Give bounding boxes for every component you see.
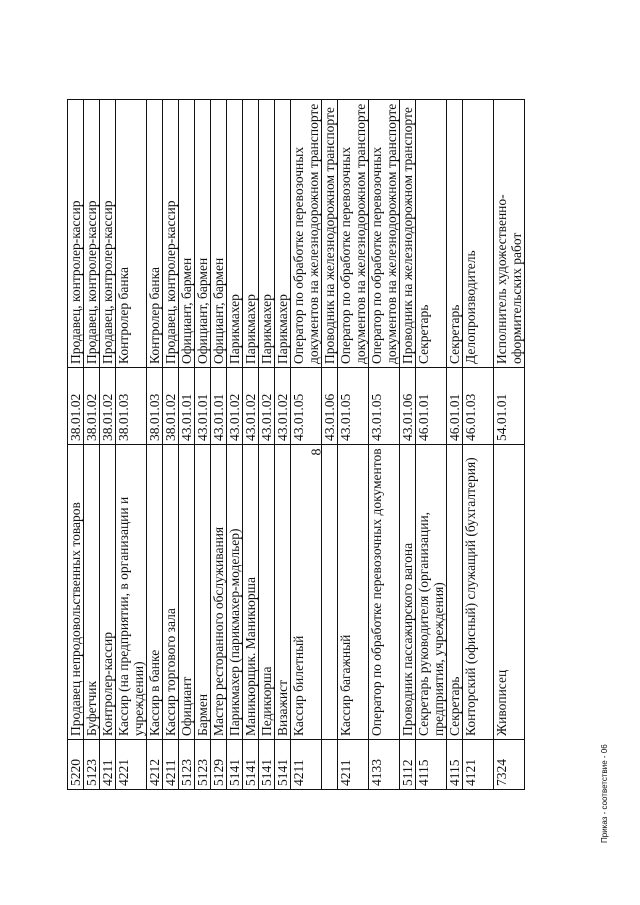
cell-specialty-code: 43.01.06 [322, 368, 338, 445]
cell-okpdtr-code: 5123 [195, 740, 211, 790]
cell-qualification: Продавец, контролер-кассир [84, 100, 100, 368]
cell-specialty-code: 43.01.06 [400, 368, 416, 445]
cell-profession-name: Мастер ресторанного обслуживания [211, 445, 227, 740]
cell-specialty-code: 46.01.03 [463, 368, 494, 445]
cell-specialty-code: 38.01.02 [68, 368, 84, 445]
table-row [259, 100, 275, 790]
cell-specialty-code: 43.01.02 [227, 368, 243, 445]
table-row [291, 100, 322, 790]
table-row [243, 100, 259, 790]
cell-specialty-code: 43.01.01 [179, 368, 195, 445]
cell-profession-name: Официант [179, 445, 195, 740]
table-body [68, 100, 525, 790]
cell-okpdtr-code: 4115 [447, 740, 463, 790]
cell-specialty-code: 38.01.02 [163, 368, 179, 445]
cell-profession-name: Буфетчик [84, 445, 100, 740]
cell-qualification: Официант, бармен [179, 100, 195, 368]
table-row [100, 100, 116, 790]
cell-okpdtr-code [322, 740, 338, 790]
rotated-page-content [67, 100, 572, 790]
cell-okpdtr-code: 4211 [163, 740, 179, 790]
cell-profession-name: Конторский (офисный) служащий (бухгалтерия) [463, 445, 494, 740]
cell-qualification: Парикмахер [259, 100, 275, 368]
cell-okpdtr-code: 5141 [227, 740, 243, 790]
cell-specialty-code: 43.01.02 [259, 368, 275, 445]
cell-qualification: Контролер банка [147, 100, 163, 368]
table-row [116, 100, 147, 790]
cell-qualification: Оператор по обработке перевозочных документов на железнодорожном транспорте [338, 100, 369, 368]
cell-profession-name: Парикмахер (парикмахер-модельер) [227, 445, 243, 740]
table-row [494, 100, 525, 790]
cell-specialty-code: 46.01.01 [447, 368, 463, 445]
table-row [179, 100, 195, 790]
cell-qualification: Секретарь [447, 100, 463, 368]
table-row [163, 100, 179, 790]
cell-profession-name: Оператор по обработке перевозочных документов [369, 445, 400, 740]
cell-profession-name: Маникюрщик. Маникюрша [243, 445, 259, 740]
table-row [195, 100, 211, 790]
cell-specialty-code: 38.01.03 [147, 368, 163, 445]
cell-profession-name: Кассир торгового зала [163, 445, 179, 740]
cell-specialty-code: 43.01.01 [195, 368, 211, 445]
cell-profession-name: Контролер-кассир [100, 445, 116, 740]
cell-okpdtr-code: 5141 [243, 740, 259, 790]
cell-profession-name: Проводник пассажирского вагона [400, 445, 416, 740]
cell-qualification: Контролер банка [116, 100, 147, 368]
cell-qualification: Проводник на железнодорожном транспорте [400, 100, 416, 368]
cell-qualification: Оператор по обработке перевозочных документов на железнодорожном транспорте [369, 100, 400, 368]
table-row [227, 100, 243, 790]
cell-okpdtr-code: 5220 [68, 740, 84, 790]
cell-okpdtr-code: 5123 [179, 740, 195, 790]
cell-specialty-code: 43.01.05 [338, 368, 369, 445]
cell-okpdtr-code: 5141 [275, 740, 291, 790]
cell-profession-name: Педикюрша [259, 445, 275, 740]
table-row [275, 100, 291, 790]
cell-okpdtr-code: 4212 [147, 740, 163, 790]
table-row [338, 100, 369, 790]
table-row [447, 100, 463, 790]
cell-specialty-code: 38.01.02 [100, 368, 116, 445]
cell-okpdtr-code: 4211 [100, 740, 116, 790]
cell-qualification: Парикмахер [275, 100, 291, 368]
cell-okpdtr-code: 4211 [291, 740, 322, 790]
cell-qualification: Официант, бармен [195, 100, 211, 368]
cell-profession-name: Кассир билетный [291, 445, 322, 740]
cell-okpdtr-code: 5112 [400, 740, 416, 790]
table-row [369, 100, 400, 790]
cell-okpdtr-code: 4211 [338, 740, 369, 790]
cell-profession-name: Секретарь руководителя (организации, предприятия, учреждения) [416, 445, 447, 740]
cell-okpdtr-code: 7324 [494, 740, 525, 790]
cell-specialty-code: 43.01.02 [243, 368, 259, 445]
cell-qualification: Секретарь [416, 100, 447, 368]
page-number: 8 [309, 448, 325, 456]
cell-qualification: Исполнитель художественно-оформительских работ [494, 100, 525, 368]
cell-profession-name: Продавец непродовольственных товаров [68, 445, 84, 740]
table-row [211, 100, 227, 790]
cell-qualification: Делопроизводитель [463, 100, 494, 368]
cell-profession-name: Кассир (на предприятии, в организации и учреждении) [116, 445, 147, 740]
footer-note: Приказ - соответствие - 06 [600, 744, 609, 843]
cell-specialty-code: 38.01.02 [84, 368, 100, 445]
profession-correspondence-table [67, 99, 525, 790]
cell-qualification: Продавец, контролер-кассир [100, 100, 116, 368]
table-row [147, 100, 163, 790]
cell-okpdtr-code: 5129 [211, 740, 227, 790]
cell-okpdtr-code: 4133 [369, 740, 400, 790]
cell-qualification: Продавец, контролер-кассир [68, 100, 84, 368]
cell-profession-name: Кассир багажный [338, 445, 369, 740]
cell-specialty-code: 43.01.02 [275, 368, 291, 445]
cell-specialty-code: 43.01.05 [291, 368, 322, 445]
cell-specialty-code: 54.01.01 [494, 368, 525, 445]
cell-specialty-code: 43.01.01 [211, 368, 227, 445]
cell-profession-name: Визажист [275, 445, 291, 740]
table-row [400, 100, 416, 790]
cell-qualification: Официант, бармен [211, 100, 227, 368]
cell-profession-name [322, 445, 338, 740]
cell-okpdtr-code: 4115 [416, 740, 447, 790]
cell-qualification: Продавец, контролер-кассир [163, 100, 179, 368]
table-row [68, 100, 84, 790]
cell-okpdtr-code: 5141 [259, 740, 275, 790]
cell-okpdtr-code: 5123 [84, 740, 100, 790]
cell-okpdtr-code: 4221 [116, 740, 147, 790]
table-row [84, 100, 100, 790]
table-row [463, 100, 494, 790]
cell-specialty-code: 46.01.01 [416, 368, 447, 445]
cell-qualification: Проводник на железнодорожном транспорте [322, 100, 338, 368]
cell-specialty-code: 38.01.03 [116, 368, 147, 445]
cell-profession-name: Секретарь [447, 445, 463, 740]
cell-qualification: Парикмахер [227, 100, 243, 368]
cell-qualification: Парикмахер [243, 100, 259, 368]
cell-specialty-code: 43.01.05 [369, 368, 400, 445]
table-row [416, 100, 447, 790]
cell-profession-name: Бармен [195, 445, 211, 740]
cell-profession-name: Кассир в банке [147, 445, 163, 740]
table-row [322, 100, 338, 790]
cell-profession-name: Живописец [494, 445, 525, 740]
cell-okpdtr-code: 4121 [463, 740, 494, 790]
cell-qualification: Оператор по обработке перевозочных документов на железнодорожном транспорте [291, 100, 322, 368]
